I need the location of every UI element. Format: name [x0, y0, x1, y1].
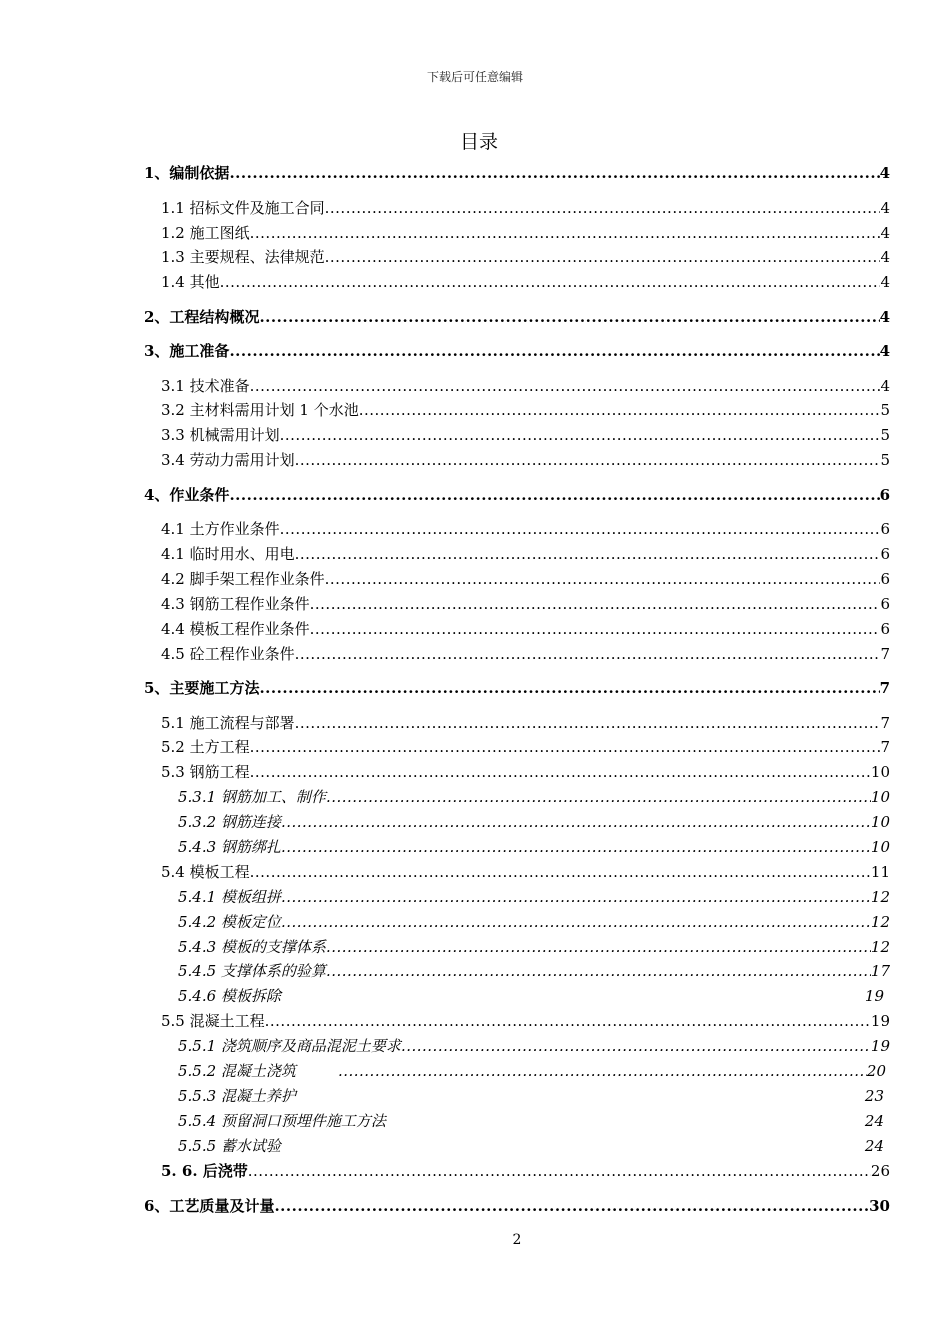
- toc-entry-label: 4.5 砼工程作业条件: [161, 645, 295, 663]
- toc-entry-label: 4.2 脚手架工程作业条件: [161, 570, 325, 588]
- toc-entry[interactable]: [161, 762, 890, 782]
- dot-leader: [265, 1011, 871, 1031]
- toc-entry-label: 5、主要施工方法: [144, 679, 260, 697]
- dot-leader: [250, 862, 871, 882]
- toc-entry[interactable]: [161, 569, 890, 589]
- toc-entry[interactable]: [161, 737, 890, 757]
- toc-entry-page: 5: [880, 401, 890, 419]
- toc-entry-label: 5.5 混凝土工程: [161, 1012, 265, 1030]
- toc-entry[interactable]: [161, 223, 890, 243]
- toc-entry-page: 30: [869, 1197, 890, 1215]
- toc-entry-label: 4、作业条件: [144, 486, 230, 504]
- toc-entry-page: 10: [870, 763, 890, 781]
- toc-entry[interactable]: [178, 1061, 886, 1081]
- toc-entry-label: 5.4.5 支撑体系的验算: [178, 962, 326, 980]
- toc-entry[interactable]: [161, 1161, 890, 1181]
- toc-entry[interactable]: [161, 619, 890, 639]
- dot-leader: [280, 519, 881, 539]
- toc-entry-label: 5.4.2 模板定位: [178, 913, 281, 931]
- toc-entry-page: 4: [880, 273, 890, 291]
- toc-entry-page: 7: [880, 714, 890, 732]
- dot-leader: [310, 594, 881, 614]
- toc-entry-page: 19: [870, 1037, 890, 1055]
- toc-entry-label: 4.1 临时用水、用电: [161, 545, 295, 563]
- toc-entry[interactable]: [178, 837, 890, 857]
- toc-entry-page: 7: [880, 645, 890, 663]
- dot-leader: [220, 272, 881, 292]
- dot-leader: [250, 223, 881, 243]
- toc-entry-label: 1、编制依据: [144, 164, 230, 182]
- toc-entry-label: 5.5.4 预留洞口预埋件施工方法: [178, 1112, 386, 1130]
- toc-entry[interactable]: [161, 198, 890, 218]
- toc-entry[interactable]: [178, 986, 890, 1006]
- toc-entry-label: 5.3.2 钢筋连接: [178, 813, 281, 831]
- toc-entry[interactable]: [144, 1196, 890, 1216]
- toc-entry-page: 4: [880, 377, 890, 395]
- dot-leader: [248, 1161, 871, 1181]
- toc-entry-page: 12: [870, 938, 890, 956]
- dot-leader: [326, 937, 871, 957]
- dot-leader: [281, 912, 871, 932]
- toc-entry-page: 19: [870, 1012, 890, 1030]
- toc-entry[interactable]: [144, 163, 890, 183]
- toc-entry[interactable]: [161, 644, 890, 664]
- toc-entry[interactable]: [178, 887, 890, 907]
- toc-entry-label: 5. 6. 后浇带: [161, 1162, 248, 1180]
- dot-leader: [259, 307, 879, 327]
- toc-entry-page: 6: [880, 570, 890, 588]
- dot-leader: [295, 544, 881, 564]
- toc-entry[interactable]: [161, 450, 890, 470]
- dot-leader: [325, 569, 881, 589]
- toc-entry-page: 12: [870, 888, 890, 906]
- toc-entry[interactable]: [161, 1011, 890, 1031]
- toc-entry[interactable]: [161, 519, 890, 539]
- toc-entry-page: 5: [880, 426, 890, 444]
- toc-entry-label: 5.5.2 混凝土浇筑: [178, 1062, 296, 1080]
- toc-entry-page: 19: [864, 987, 884, 1005]
- dot-leader: [259, 678, 879, 698]
- toc-entry-label: 5.1 施工流程与部署: [161, 714, 295, 732]
- toc-entry-label: 4.4 模板工程作业条件: [161, 620, 310, 638]
- dot-leader: [359, 400, 881, 420]
- toc-entry-page: 23: [864, 1087, 884, 1105]
- toc-entry-label: 5.5.3 混凝土养护: [178, 1087, 296, 1105]
- toc-entry-label: 5.4.3 模板的支撑体系: [178, 938, 326, 956]
- toc-entry-label: 5.3.1 钢筋加工、制作: [178, 788, 326, 806]
- toc-entry-label: 5.2 土方工程: [161, 738, 250, 756]
- toc-entry-label: 4.1 土方作业条件: [161, 520, 280, 538]
- toc-entry[interactable]: [144, 485, 890, 505]
- dot-leader: [229, 163, 879, 183]
- dot-leader: [325, 247, 881, 267]
- toc-entry-label: 3、施工准备: [144, 342, 230, 360]
- dot-leader: [310, 619, 881, 639]
- toc-entry-label: 1.1 招标文件及施工合同: [161, 199, 325, 217]
- toc-entry[interactable]: [144, 678, 890, 698]
- toc-entry-label: 5.4.1 模板组拼: [178, 888, 281, 906]
- toc-entry[interactable]: [161, 544, 890, 564]
- dot-leader: [295, 450, 881, 470]
- toc-entry-label: 4.3 钢筋工程作业条件: [161, 595, 310, 613]
- toc-entry-page: 4: [880, 199, 890, 217]
- toc-entry-label: 1.4 其他: [161, 273, 220, 291]
- dot-leader: [280, 425, 881, 445]
- dot-leader: [295, 713, 881, 733]
- toc-entry-label: 3.4 劳动力需用计划: [161, 451, 295, 469]
- toc-entry-page: 12: [870, 913, 890, 931]
- toc-entry-page: 10: [870, 813, 890, 831]
- toc-entry-page: 10: [870, 788, 890, 806]
- toc-entry-page: 6: [880, 620, 890, 638]
- toc-entry-label: 5.4.3 钢筋绑扎: [178, 838, 281, 856]
- toc-entry[interactable]: [161, 376, 890, 396]
- toc-entry-page: 6: [880, 545, 890, 563]
- dot-leader: [326, 961, 871, 981]
- toc-entry[interactable]: [178, 1036, 890, 1056]
- dot-leader: [401, 1036, 871, 1056]
- dot-leader: [326, 787, 871, 807]
- toc-entry-page: 6: [880, 520, 890, 538]
- toc-entry-page: 4: [879, 342, 890, 360]
- toc-entry-label: 3.1 技术准备: [161, 377, 250, 395]
- toc-entry-page: 10: [870, 838, 890, 856]
- toc-entry-page: 5: [880, 451, 890, 469]
- toc-entry[interactable]: [178, 1136, 890, 1156]
- toc-entry[interactable]: [178, 961, 890, 981]
- toc-entry-page: 17: [870, 962, 890, 980]
- toc-entry-label: 5.5.1 浇筑顺序及商品混泥土要求: [178, 1037, 401, 1055]
- dot-leader: [250, 376, 881, 396]
- toc-entry-page: 7: [880, 738, 890, 756]
- toc-entry[interactable]: [161, 400, 890, 420]
- toc-entry[interactable]: [161, 713, 890, 733]
- dot-leader: [250, 762, 871, 782]
- toc-entry-label: 3.3 机械需用计划: [161, 426, 280, 444]
- page-number: 2: [512, 1232, 522, 1248]
- dot-leader: [229, 341, 879, 361]
- toc-entry-label: 5.3 钢筋工程: [161, 763, 250, 781]
- toc-entry-page: 6: [880, 595, 890, 613]
- toc-entry[interactable]: [178, 812, 890, 832]
- toc-title: 目录: [459, 131, 498, 153]
- toc-entry-label: 5.4.6 模板拆除: [178, 987, 281, 1005]
- dot-leader: [274, 1196, 869, 1216]
- toc-entry[interactable]: [178, 1111, 890, 1131]
- toc-entry[interactable]: [178, 912, 890, 932]
- page-header: 下载后可任意编辑: [426, 70, 523, 84]
- toc-entry-page: 4: [879, 308, 890, 326]
- dot-leader: [229, 485, 879, 505]
- toc-entry-page: 26: [870, 1162, 890, 1180]
- toc-entry[interactable]: [161, 594, 890, 614]
- dot-leader: [338, 1061, 867, 1081]
- toc-entry-page: 6: [879, 486, 890, 504]
- dot-leader: [281, 812, 871, 832]
- toc-entry-label: 5.5.5 蓄水试验: [178, 1137, 281, 1155]
- dot-leader: [295, 644, 881, 664]
- toc-entry[interactable]: [161, 247, 890, 267]
- toc-entry[interactable]: [178, 1086, 890, 1106]
- dot-leader: [250, 737, 881, 757]
- toc-entry-page: 4: [879, 164, 890, 182]
- toc-entry-page: 4: [880, 248, 890, 266]
- toc-entry-label: 6、工艺质量及计量: [144, 1197, 275, 1215]
- toc-entry[interactable]: [178, 787, 890, 807]
- dot-leader: [325, 198, 881, 218]
- toc-entry[interactable]: [144, 341, 890, 361]
- toc-entry-page: 11: [870, 863, 890, 881]
- toc-entry-label: 1.2 施工图纸: [161, 224, 250, 242]
- toc-entry-page: 24: [864, 1137, 884, 1155]
- toc-entry-label: 5.4 模板工程: [161, 863, 250, 881]
- toc-entry-page: 20: [866, 1062, 886, 1080]
- toc-entry[interactable]: [178, 937, 890, 957]
- toc-entry-label: 2、工程结构概况: [144, 308, 260, 326]
- toc-entry[interactable]: [161, 862, 890, 882]
- toc-entry-label: 3.2 主材料需用计划 1 个水池: [161, 401, 359, 419]
- dot-leader: [281, 837, 871, 857]
- dot-leader: [281, 887, 871, 907]
- toc-entry[interactable]: [161, 425, 890, 445]
- toc-entry-page: 7: [879, 679, 890, 697]
- toc-entry[interactable]: [161, 272, 890, 292]
- toc-entry-page: 24: [864, 1112, 884, 1130]
- toc-entry[interactable]: [144, 307, 890, 327]
- toc-entry-page: 4: [880, 224, 890, 242]
- toc-entry-label: 1.3 主要规程、法律规范: [161, 248, 325, 266]
